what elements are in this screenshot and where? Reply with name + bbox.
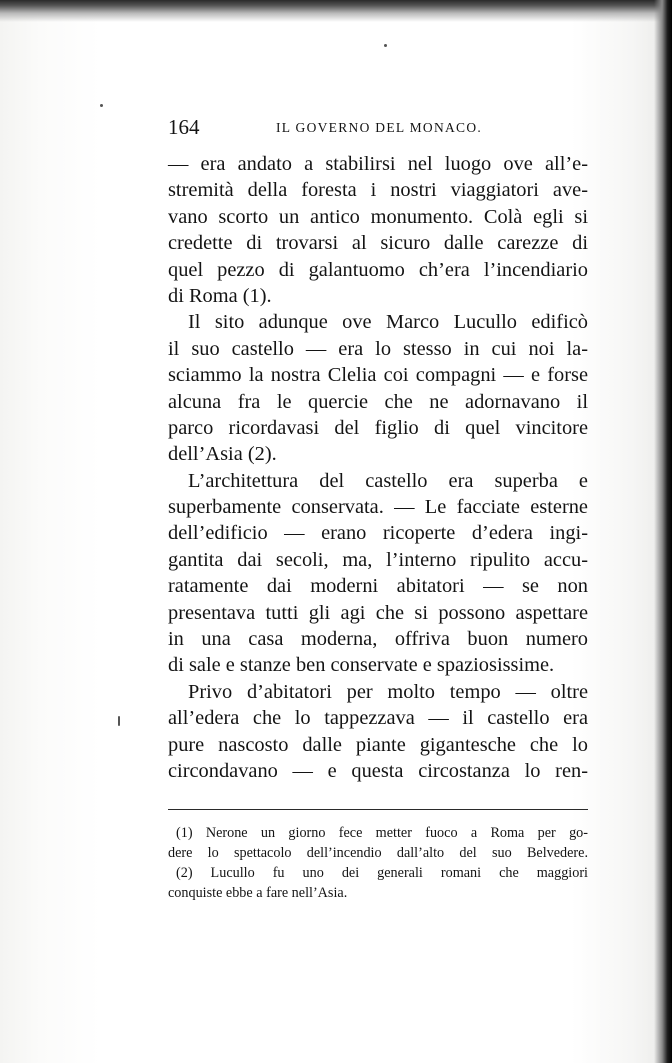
text-line: vano scorto un antico monumento. Colà egli si bbox=[168, 205, 588, 228]
paper-speck bbox=[100, 104, 103, 107]
text-line: di Roma (1). bbox=[168, 284, 272, 307]
text-line: L’architettura del castello era superba e bbox=[188, 469, 588, 492]
text-line: di sale e stanze ben conservate e spaziosissime. bbox=[168, 654, 555, 677]
footnote-line: dere lo spettacolo dell’incendio dall’alto del suo Belvedere. bbox=[168, 845, 588, 861]
page-binding-shadow bbox=[654, 0, 672, 1063]
text-line: dell’edificio — erano ricoperte d’edera ingi- bbox=[168, 522, 588, 545]
footnotes bbox=[168, 823, 588, 903]
text-line: — era andato a stabilirsi nel luogo ove all’e- bbox=[168, 153, 588, 175]
text-line: pure nascosto dalle piante gigantesche che lo bbox=[168, 733, 588, 756]
running-header bbox=[168, 114, 588, 140]
footnote-line: (2) Lucullo fu uno dei generali romani che maggiori bbox=[176, 865, 588, 881]
footnote-line: (1) Nerone un giorno fece metter fuoco a Roma per go- bbox=[176, 825, 588, 841]
text-line: Privo d’abitatori per molto tempo — oltre bbox=[188, 680, 588, 703]
text-line: alcuna fra le quercie che ne adornavano il bbox=[168, 390, 588, 413]
paper-speck bbox=[384, 44, 387, 47]
text-line: superbamente conservata. — Le facciate esterne bbox=[168, 496, 588, 519]
text-line: Il sito adunque ove Marco Lucullo edificò bbox=[188, 311, 588, 334]
text-line: quel pezzo di galantuomo ch’era l’incendiario bbox=[168, 258, 588, 281]
text-line: in una casa moderna, offriva buon numero bbox=[168, 628, 588, 651]
text-line: credette di trovarsi al sicuro dalle carezze di bbox=[168, 232, 588, 255]
running-title: IL GOVERNO DEL MONACO. bbox=[276, 120, 483, 135]
main-text bbox=[168, 151, 588, 784]
text-line: ratamente dai moderni abitatori — se non bbox=[168, 575, 588, 598]
text-line: gantita dai secoli, ma, l’interno ripulito accu- bbox=[168, 548, 588, 571]
footnote-line: conquiste ebbe a fare nell’Asia. bbox=[168, 885, 348, 901]
text-line: dell’Asia (2). bbox=[168, 443, 277, 466]
footnote-rule bbox=[168, 809, 588, 810]
text-line: sciammo la nostra Clelia coi compagni — e forse bbox=[168, 364, 588, 387]
paper-speck bbox=[118, 716, 120, 726]
text-line: all’edera che lo tappezzava — il castello era bbox=[168, 707, 588, 730]
text-line: il suo castello — era lo stesso in cui noi la- bbox=[168, 337, 588, 360]
text-line: stremità della foresta i nostri viaggiatori ave- bbox=[168, 179, 588, 202]
page-top-shadow bbox=[0, 0, 672, 22]
text-line: circondavano — e questa circostanza lo ren- bbox=[168, 759, 588, 782]
text-line: parco ricordavasi del figlio di quel vincitore bbox=[168, 416, 588, 439]
page-number: 164 bbox=[168, 115, 200, 139]
text-line: presentava tutti gli agi che si possono aspettare bbox=[168, 601, 588, 624]
